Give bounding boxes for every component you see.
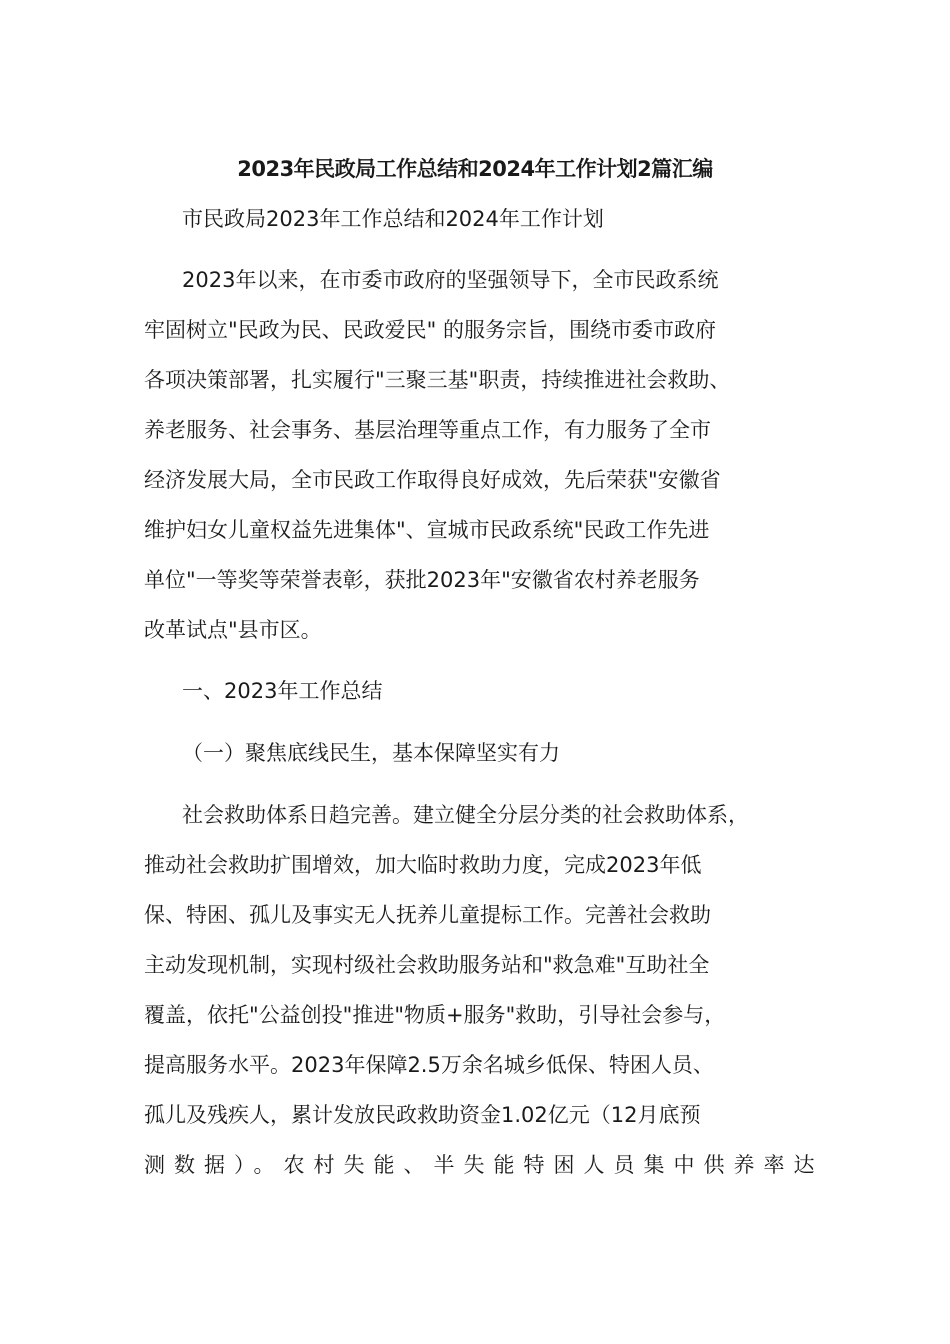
- paragraph-line: 2023年以来，在市委市政府的坚强领导下，全市民政系统: [182, 268, 719, 292]
- paragraph-line: 改革试点"县市区。: [144, 618, 322, 642]
- section-heading: 一、2023年工作总结: [182, 679, 383, 703]
- paragraph-line: 牢固树立"民政为民、民政爱民" 的服务宗旨，围绕市委市政府: [144, 318, 716, 342]
- paragraph-line: 维护妇女儿童权益先进集体"、宣城市民政系统"民政工作先进: [144, 518, 710, 542]
- paragraph-line: 社会救助体系日趋完善。建立健全分层分类的社会救助体系，: [182, 803, 749, 827]
- paragraph-line: 经济发展大局，全市民政工作取得良好成效，先后荣获"安徽省: [144, 468, 721, 492]
- paragraph-line: 养老服务、社会事务、基层治理等重点工作，有力服务了全市: [144, 418, 711, 442]
- body-paragraph: [144, 798, 834, 1198]
- paragraph-line: 保、特困、孤儿及事实无人抚养儿童提标工作。完善社会救助: [144, 903, 711, 927]
- paragraph-line: 提高服务水平。2023年保障2.5万余名城乡低保、特困人员、: [144, 1053, 714, 1077]
- paragraph-line: 主动发现机制，实现村级社会救助服务站和"救急难"互助社全: [144, 953, 710, 977]
- intro-paragraph: [144, 263, 834, 663]
- subsection-heading: （一）聚焦底线民生，基本保障坚实有力: [182, 741, 560, 765]
- paragraph-line: 测数据）。农村失能、半失能特困人员集中供养率达: [144, 1153, 824, 1177]
- paragraph-line: 覆盖，依托"公益创投"推进"物质+服务"救助，引导社会参与，: [144, 1003, 726, 1027]
- paragraph-line: 孤儿及残疾人，累计发放民政救助资金1.02亿元（12月底预: [144, 1103, 701, 1127]
- document-subtitle: 市民政局2023年工作总结和2024年工作计划: [182, 207, 604, 231]
- paragraph-line: 单位"一等奖等荣誉表彰，获批2023年"安徽省农村养老服务: [144, 568, 700, 592]
- paragraph-line: 各项决策部署，扎实履行"三聚三基"职责，持续推进社会救助、: [144, 368, 731, 392]
- paragraph-line: 推动社会救助扩围增效，加大临时救助力度，完成2023年低: [144, 853, 702, 877]
- document-title: 2023年民政局工作总结和2024年工作计划2篇汇编: [237, 157, 713, 181]
